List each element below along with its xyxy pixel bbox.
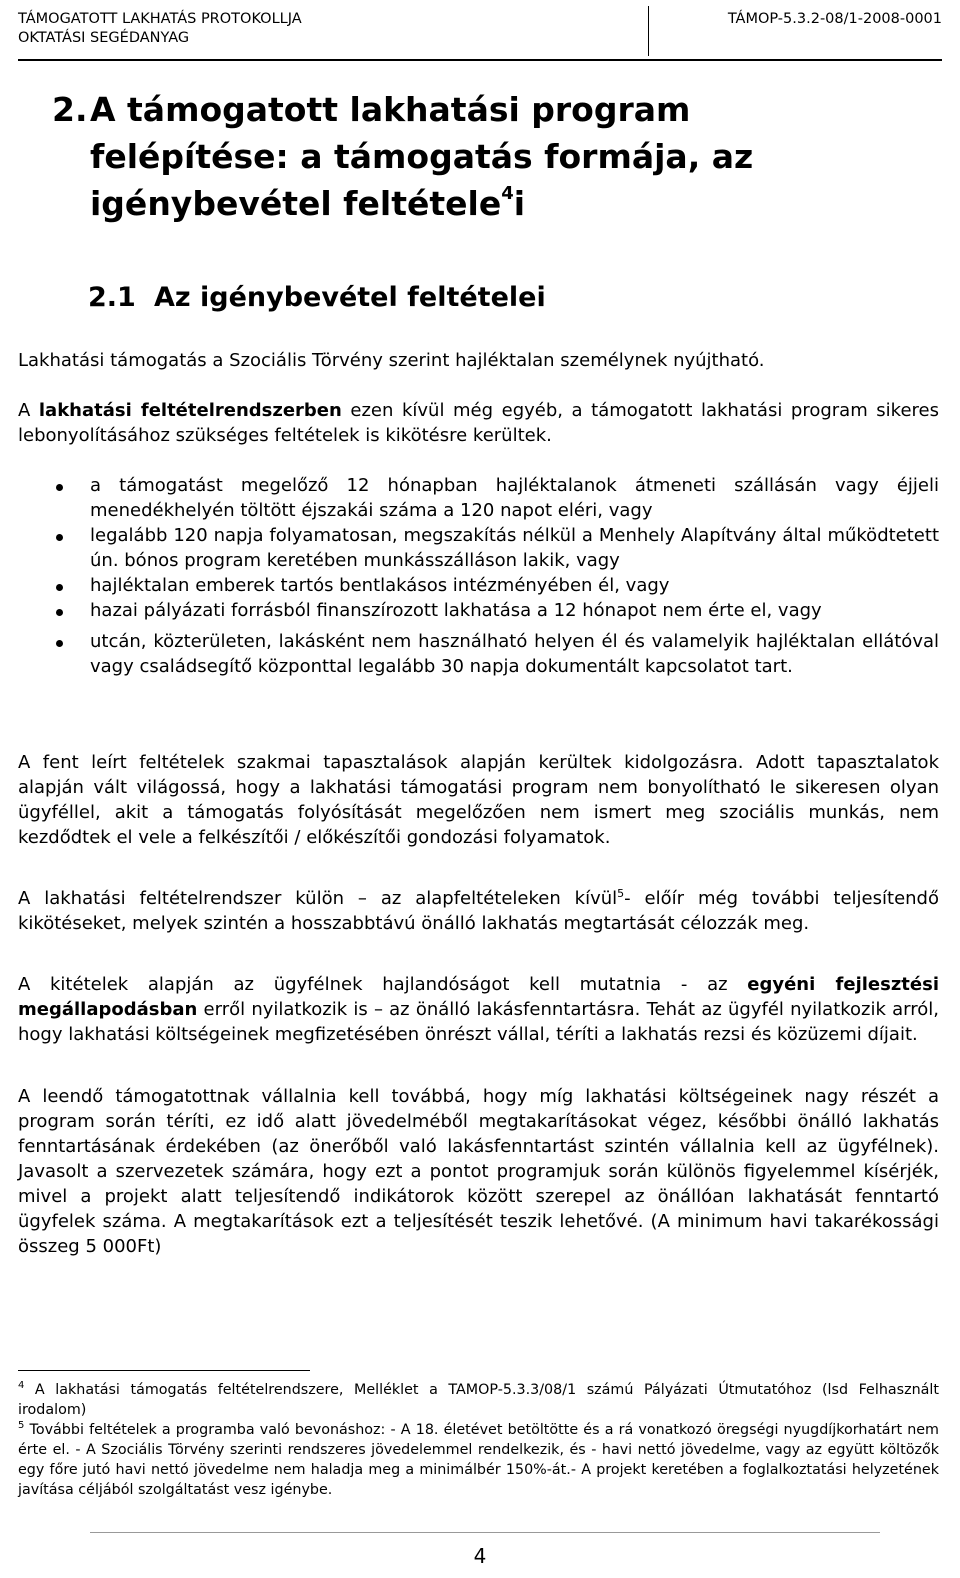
list-item [18, 523, 939, 573]
list-item-text: legalább 120 napja folyamatosan, megszakítás nélkül a Menhely Alapítvány által működtetett ún. bónos program keretében munkásszálláson lakik, vagy [90, 525, 939, 571]
section-title-line-1: A támogatott lakhatási program [90, 90, 691, 129]
subsection-heading [88, 279, 546, 317]
section-heading [52, 86, 912, 227]
footnote-ref-5[interactable]: 5 [617, 887, 625, 900]
page-header [18, 6, 942, 56]
section-title-suffix: i [513, 184, 526, 223]
header-divider [648, 6, 649, 56]
list-item-text: a támogatást megelőző 12 hónapban hajléktalanok átmeneti szállásán vagy éjjeli menedékhelyén töltött éjszakái száma a 120 napot eléri, vagy [90, 475, 939, 521]
bullet-icon [56, 609, 63, 616]
commitment-paragraph [18, 972, 939, 1047]
para2-lead: A [18, 400, 39, 421]
section-title-line-2: felépítése: a támogatás formája, az [90, 137, 754, 176]
list-item [18, 473, 939, 523]
header-left [18, 10, 302, 48]
bullet-icon [56, 584, 63, 591]
bullet-icon [56, 640, 63, 647]
list-item [18, 629, 939, 679]
intro-paragraph: Lakhatási támogatás a Szociális Törvény szerint hajléktalan személynek nyújtható. [18, 350, 765, 371]
para2-bold: lakhatási feltételrendszerben [38, 400, 342, 421]
conditions-paragraph [18, 398, 939, 448]
footnote-ref-4[interactable]: 4 [501, 183, 514, 204]
bullet-icon [56, 484, 63, 491]
para5-bold: egyéni fejlesztési megállapodásban [18, 974, 939, 1020]
list-item [18, 598, 939, 623]
header-subtitle: OKTATÁSI SEGÉDANYAG [18, 30, 190, 46]
para4-after: - előír még további teljesítendő kikötéseket, melyek szintén a hosszabbtávú önálló lakhatás megtartását célozzák meg. [18, 888, 939, 934]
list-item-text: hajléktalan emberek tartós bentlakásos intézményében él, vagy [90, 575, 670, 596]
footnote-5-marker: 5 [18, 1420, 25, 1431]
section-number: 2. [52, 90, 88, 129]
footnote-5-text: További feltételek a programba való bevonáshoz: - A 18. életévet betöltötte és a rá vonatkozó öregségi nyugdíjkorhatárt nem érte el. - A Szociális Törvény szerinti rendszeres jövedelemmel rendelkezik, és - havi nettó jövedelme, vagy az együtt költözők egy főre jutó havi nettó jövedelme nem haladja meg a minimálbér 150%-át.- A projekt keretében a foglalkoztatási helyzetének javítása céljából szolgáltatást vesz igénybe. [18, 1422, 939, 1498]
header-project-code: TÁMOP-5.3.2-08/1-2008-0001 [727, 11, 942, 27]
footer-rule [90, 1532, 880, 1533]
section-title-text: igénybevétel feltétele [90, 184, 502, 223]
header-rule [18, 59, 942, 61]
list-item-text: hazai pályázati forrásból finanszírozott lakhatása a 12 hónapot nem érte el, vagy [90, 600, 822, 621]
footnote-4-text: A lakhatási támogatás feltételrendszere, Melléklet a TAMOP-5.3.3/08/1 számú Pályázati Útmutatóhoz (lsd Felhasznált irodalom) [18, 1382, 939, 1418]
page-number: 4 [473, 1544, 487, 1568]
subsection-title: Az igénybevétel feltételei [154, 282, 546, 313]
subsection-number: 2.1 [88, 282, 136, 313]
footnote-4-marker: 4 [18, 1380, 25, 1391]
extra-conditions-paragraph [18, 886, 939, 936]
section-title-line-3 [52, 180, 912, 227]
experience-paragraph: A fent leírt feltételek szakmai tapasztalások alapján kerültek kidolgozásra. Adott tapasztalatok alapján vált világossá, hogy a lakhatási támogatási program nem bonyolítható le sikeresen olyan ügyféllel, akit a támogatás folyósítását megelőzően nem ismert meg szociális munkás, nem kezdődtek el vele a felkészítői / előkészítői gondozási folyamatok. [18, 752, 939, 848]
para4-before: A lakhatási feltételrendszer külön – az alapfeltételeken kívül [18, 888, 618, 909]
savings-paragraph: A leendő támogatottnak vállalnia kell továbbá, hogy míg lakhatási költségeinek nagy részét a program során téríti, ez idő alatt jövedelméből megtakarításokat végez, későbbi önálló lakhatás fenntartásának érdekében (az önerőből való lakásfenntartást szintén vállalnia kell az ügyfélnek). Javasolt a szervezetek számára, hogy ezt a pontot programjuk során különös figyelemmel kísérjék, mivel a projekt alatt teljesítendő indikátorok között szerepel az önállóan lakhatását fenntartó ügyfelek száma. A megtakarítások ezt a teljesítését teszik lehetővé. (A minimum havi takarékossági összeg 5 000Ft) [18, 1086, 939, 1257]
para5-before: A kitételek alapján az ügyfélnek hajlandóságot kell mutatnia - az [18, 974, 748, 995]
footnote-4 [18, 1380, 939, 1420]
list-item [18, 573, 939, 598]
header-title: TÁMOGATOTT LAKHATÁS PROTOKOLLJA [18, 11, 302, 27]
para2-rest: ezen kívül még egyéb, a támogatott lakhatási program sikeres lebonyolításához szükséges feltételek is kikötésre kerültek. [18, 400, 939, 446]
para5-after: erről nyilatkozik is – az önálló lakásfenntartásra. Tehát az ügyfél nyilatkozik arról, hogy lakhatási költségeinek megfizetésében önrészt vállal, téríti a lakhatás rezsi és közüzemi díjait. [18, 999, 939, 1045]
footnote-5 [18, 1420, 939, 1500]
conditions-list [18, 473, 939, 679]
footnote-separator [18, 1370, 310, 1371]
list-item-text: utcán, közterületen, lakásként nem használható helyen él és valamelyik hajléktalan ellátóval vagy családsegítő központtal legalább 30 napja dokumentált kapcsolatot tart. [90, 631, 939, 677]
bullet-icon [56, 534, 63, 541]
